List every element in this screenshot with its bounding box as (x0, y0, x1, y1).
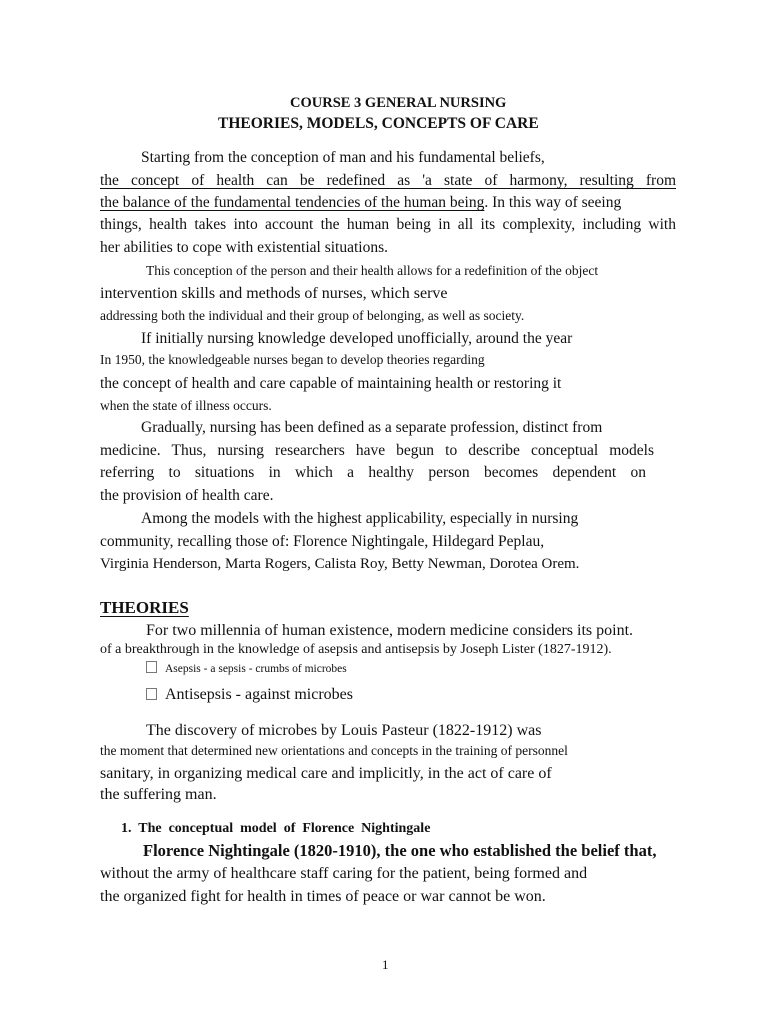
para8-line1: Florence Nightingale (1820-1910), the one who established the belief that, (143, 841, 657, 860)
para4-line4: the provision of health care. (100, 487, 274, 504)
para1-line2: the concept of health can be redefined as 'a state of harmony, resulting from (100, 172, 676, 189)
section1-title: The conceptual model of Florence Nightingale (138, 821, 431, 836)
para7-line2: the moment that determined new orientations and concepts in the training of personnel (100, 743, 568, 758)
section1-number: 1. (121, 821, 132, 836)
section1-heading (121, 822, 430, 836)
bullet-antisepsis-text: Antisepsis - against microbes (165, 686, 353, 703)
bullet-box-icon (146, 661, 157, 673)
para4-line3: referring to situations in which a healthy person becomes dependent on (100, 464, 646, 481)
para1-line4: things, health takes into account the human being in all its complexity, including with (100, 216, 676, 233)
para7-line1: The discovery of microbes by Louis Pasteur (1822-1912) was (146, 722, 542, 739)
para1-line5: her abilities to cope with existential situations. (100, 239, 388, 256)
para3-line3: the concept of health and care capable of maintaining health or restoring it (100, 375, 562, 392)
para2-line3: addressing both the individual and their group of belonging, as well as society. (100, 308, 525, 323)
para3-line2: In 1950, the knowledgeable nurses began to develop theories regarding (100, 352, 485, 367)
para2-line1: This conception of the person and their health allows for a redefinition of the object (146, 263, 599, 278)
para4-line2: medicine. Thus, nursing researchers have begun to describe conceptual models (100, 442, 654, 459)
para6-line2: of a breakthrough in the knowledge of asepsis and antisepsis by Joseph Lister (1827-1912). (100, 642, 612, 657)
theories-heading: THEORIES (100, 598, 189, 617)
para8-line3: the organized fight for health in times of peace or war cannot be won. (100, 888, 546, 905)
course-title: COURSE 3 GENERAL NURSING (290, 95, 507, 111)
para5-line2: community, recalling those of: Florence Nightingale, Hildegard Peplau, (100, 533, 545, 550)
para4-line1: Gradually, nursing has been defined as a separate profession, distinct from (141, 419, 603, 436)
para1-line3 (100, 195, 621, 211)
bullet-asepsis-text: Asepsis - a sepsis - crumbs of microbes (165, 663, 347, 675)
para3-line4: when the state of illness occurs. (100, 398, 272, 413)
bullet-antisepsis (146, 687, 353, 703)
para1-line3-rest: . In this way of seeing (484, 194, 622, 211)
para7-line3: sanitary, in organizing medical care and implicitly, in the act of care of (100, 765, 552, 782)
course-subtitle: THEORIES, MODELS, CONCEPTS OF CARE (218, 115, 539, 132)
para5-line3: Virginia Henderson, Marta Rogers, Calista Roy, Betty Newman, Dorotea Orem. (100, 556, 580, 572)
para3-line1: If initially nursing knowledge developed unofficially, around the year (141, 330, 573, 347)
para5-line1: Among the models with the highest applicability, especially in nursing (141, 510, 579, 527)
para2-line2: intervention skills and methods of nurses, which serve (100, 285, 448, 302)
para1-line3-underlined: the balance of the fundamental tendencies of the human being (100, 194, 485, 211)
para8-line2: without the army of healthcare staff caring for the patient, being formed and (100, 865, 588, 882)
bullet-asepsis (146, 661, 347, 676)
para6-line1: For two millennia of human existence, modern medicine considers its point. (146, 622, 634, 639)
para7-line4: the suffering man. (100, 786, 217, 803)
bullet-box-icon (146, 688, 157, 700)
para1-line1: Starting from the conception of man and his fundamental beliefs, (141, 149, 545, 166)
page-number: 1 (382, 957, 389, 972)
